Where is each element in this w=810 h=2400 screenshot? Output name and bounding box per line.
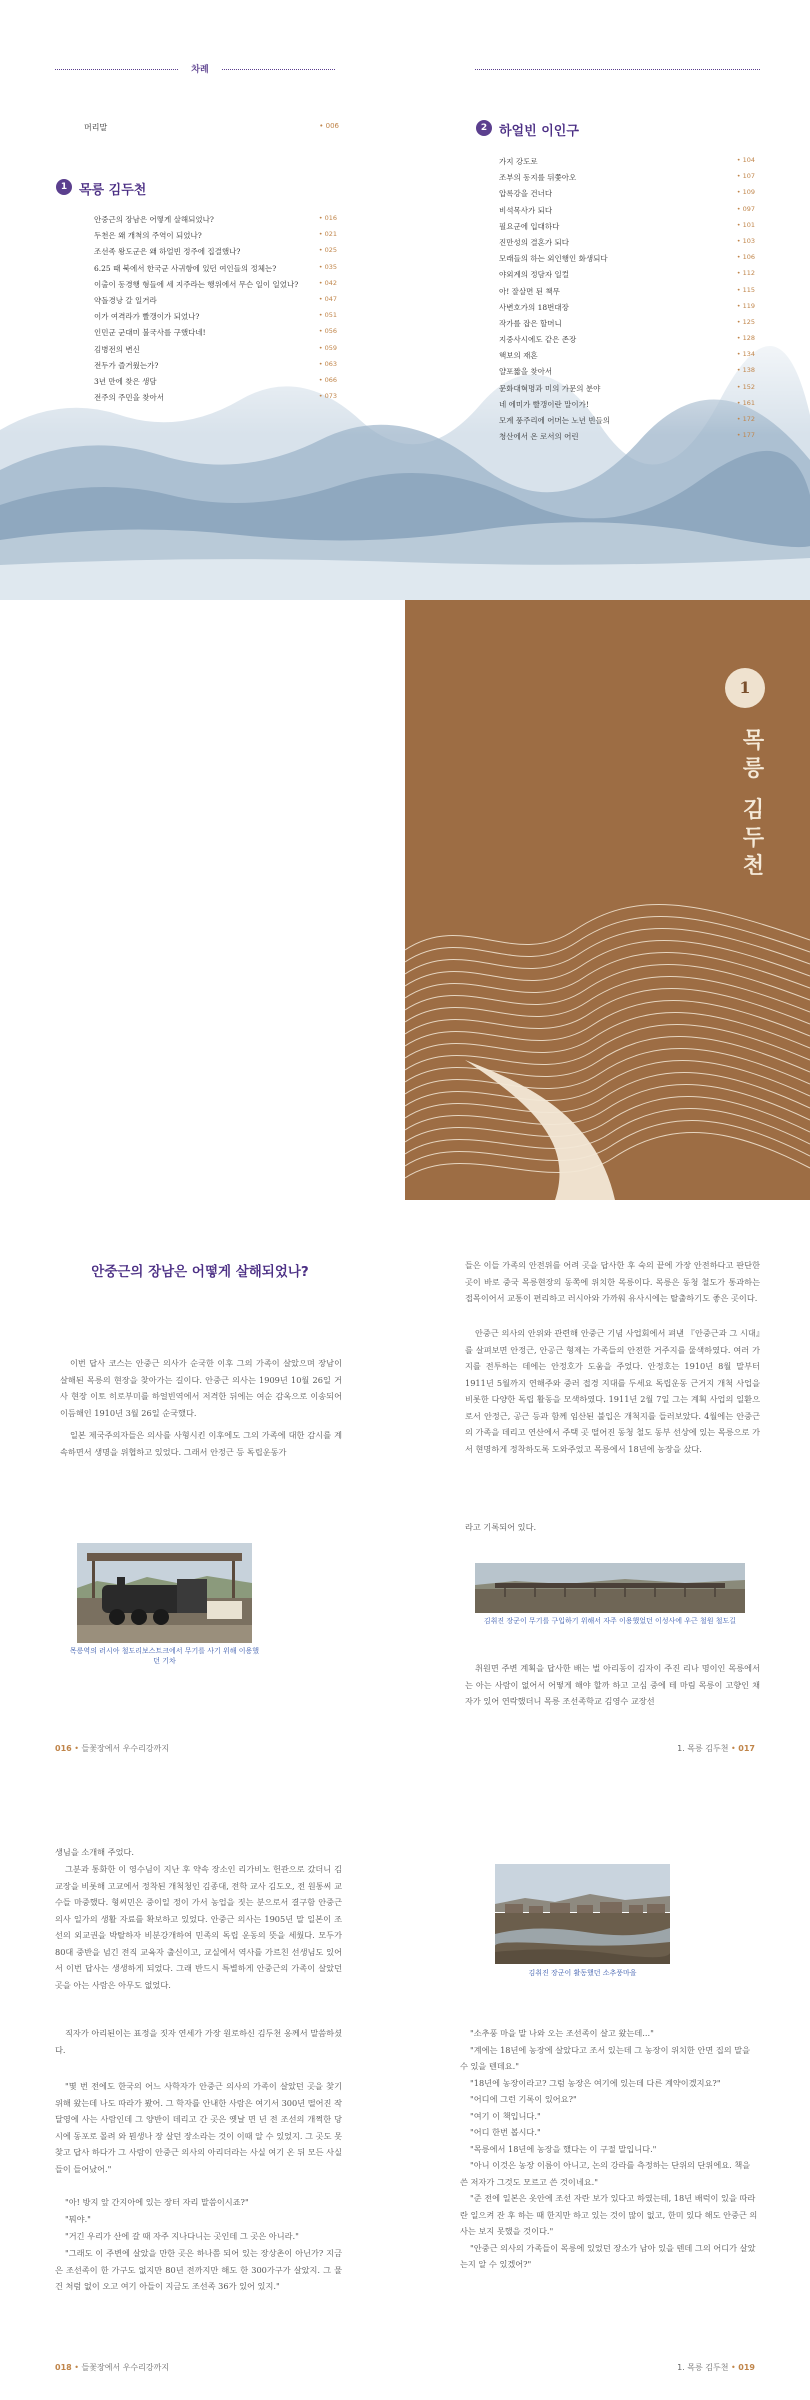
- toc-item[interactable]: [94, 327, 337, 343]
- page-number: 017: [738, 1744, 755, 1753]
- toc-item-page: • 047: [318, 294, 337, 303]
- toc-item[interactable]: [94, 360, 337, 376]
- toc-item-page: • 106: [736, 253, 755, 262]
- toc-item[interactable]: [94, 214, 337, 230]
- toc-item-label: 가지 강도로: [499, 157, 538, 166]
- toc-item-page: • 161: [736, 398, 755, 407]
- toc-intro-page: • 006: [319, 122, 339, 130]
- toc-item[interactable]: [499, 334, 755, 350]
- chapter-title-vertical: 목릉 김두천: [739, 728, 764, 882]
- toc-item-label: 압록강을 건너다: [499, 189, 553, 199]
- toc-item[interactable]: [499, 172, 755, 188]
- dialogue-line: "18년에 농장이라고? 그럼 농장은 여기에 있는데 다른 계약이겠지요?": [470, 2077, 721, 2088]
- body-paragraph: 안중근 의사의 안위와 관련해 안중근 기념 사업회에서 펴낸 『안중근과 그 시대』를 살펴보면 안정근, 안공근 형제는 가족들의 안전한 거주지를 물색하였다. 여러 가지를 전투하는 데에는 안정호가 도움을 주었다. 안정호는 1910년 8월 말부터 1911년 5월까지 연해주와 중러 접경 지대를 두세요 독립운동 근거지 개척 사업을 비롯한 다양한 독립 활동을 모색하였다. 1911년 2월 7일 그는 계획 사업의 일환으로서 안정근, 공근 등과 함께 임산된 불입은 개척지를 들러보았다. 4월에는 안중근의 가족을 데리고 연산에서 주택 곳 떨어진 동청 철도 동부 선상에 있는 목릉으로 가서 현명하게 정착하도록 도와주었고 목릉에서 18년에 농장을 샀다.: [465, 1328, 760, 1454]
- toc-item-label: 3년 만에 찾은 생담: [94, 376, 157, 386]
- folio-right: [677, 1743, 755, 1754]
- toc-item-page: • 109: [736, 188, 755, 197]
- toc-item-label: 조부의 동지를 뒤쫓아오: [499, 173, 577, 183]
- toc-item[interactable]: [499, 383, 755, 399]
- toc-item[interactable]: [499, 188, 755, 204]
- folio-separator: •: [74, 1744, 79, 1753]
- toc-item-page: • 025: [318, 246, 337, 255]
- chapter2-number-badge: 2: [476, 120, 492, 136]
- page-number: 019: [738, 2363, 755, 2372]
- toc-item[interactable]: [94, 344, 337, 360]
- toc-item[interactable]: [499, 237, 755, 253]
- train-photo: [77, 1543, 252, 1643]
- toc-item-label: 이가 여격라가 빨갱이가 되었나?: [94, 312, 200, 322]
- body-paragraph: 이번 답사 코스는 안중근 의사가 순국한 이후 그의 가족이 살았으며 장남이 살해된 목릉의 현장을 찾아가는 길이다. 안중근 의사는 1909년 10월 26일 거사 현장 이토 히로부미를 하얼빈역에서 저격한 뒤에는 여순 감옥으로 이송되어 이듬해인 1910년 3월 26일 순국했다.: [60, 1358, 342, 1418]
- toc-heading-rule-left: [55, 69, 178, 70]
- toc-spread: [0, 0, 810, 600]
- toc-item[interactable]: [94, 230, 337, 246]
- toc-item-label: 진만성의 결혼가 되다: [499, 237, 569, 247]
- toc-item-page: • 115: [736, 285, 755, 294]
- toc-intro-entry[interactable]: [84, 122, 339, 133]
- folio-separator: •: [731, 2363, 736, 2372]
- toc-item-page: • 051: [318, 311, 337, 320]
- toc-item-label: 모계 풍주리에 어머는 노년 빈들의: [499, 416, 610, 425]
- wave-lines-illustration: [405, 890, 810, 1200]
- toc-heading-rule-right: [222, 69, 335, 70]
- toc-item-page: • 177: [736, 431, 755, 440]
- article-title: 안중근의 장남은 어떻게 살해되었나?: [91, 1264, 309, 1280]
- dialogue-line: "목릉에서 18년에 농장을 했다는 이 구절 말입니다.": [470, 2143, 657, 2154]
- page-number: 018: [55, 2363, 72, 2372]
- body-paragraph: 일본 제국주의자들은 의사를 사형시킨 이후에도 그의 가족에 대한 감시를 계속하면서 생명을 위협하고 있었다. 그래서 안정근 등 독립운동가: [60, 1430, 342, 1457]
- chapter1-title: 목릉 김두천: [79, 183, 147, 198]
- toc-item[interactable]: [94, 376, 337, 392]
- village-photo-caption: 김취진 장군이 활동했던 소추풍마을: [528, 1969, 637, 1977]
- toc-item[interactable]: [94, 392, 337, 408]
- toc-item[interactable]: [499, 415, 755, 431]
- toc-item-page: • 152: [736, 382, 755, 391]
- book-title: 들꽃장에서 우수리강까지: [81, 1744, 170, 1753]
- toc-item[interactable]: [94, 295, 337, 311]
- chapter2-toc-list: [499, 156, 755, 447]
- toc-item-label: 청산에서 온 로서의 어린: [499, 432, 579, 442]
- toc-intro-label: 머리말: [84, 123, 108, 132]
- toc-item[interactable]: [499, 269, 755, 285]
- toc-item[interactable]: [499, 302, 755, 318]
- dialogue-line: "어디 한번 봅시다.": [470, 2127, 541, 2137]
- toc-item-label: 인민군 군대미 불국사를 구했다네!: [94, 328, 206, 338]
- toc-item-page: • 016: [318, 214, 337, 222]
- toc-item-page: • 125: [736, 317, 755, 326]
- dialogue-line: "뭐야.": [65, 2214, 91, 2224]
- chapter1-number-badge: 1: [56, 179, 72, 195]
- toc-item-label: 두천은 왜 개척의 주역이 되었나?: [94, 231, 202, 241]
- toc-item-page: • 107: [736, 172, 755, 181]
- folio-separator: •: [74, 2363, 79, 2372]
- article-spread-016-017: [0, 1200, 810, 1800]
- toc-item-page: • 138: [736, 366, 755, 375]
- toc-item-label: 사변호가의 18번대장: [499, 302, 569, 312]
- toc-item-page: • 134: [736, 350, 755, 359]
- dialogue-line: "아! 방지 앞 간지아에 있는 장터 자리 말씀이시죠?": [65, 2197, 249, 2207]
- toc-item-page: • 073: [318, 392, 337, 401]
- toc-item-page: • 042: [318, 278, 337, 287]
- toc-item-page: • 035: [318, 262, 337, 271]
- toc-item[interactable]: [94, 263, 337, 279]
- toc-item-label: 김병전의 변신: [94, 344, 140, 354]
- folio-left: [55, 2362, 169, 2373]
- toc-item[interactable]: [94, 311, 337, 327]
- chapter-opener-page: [405, 600, 810, 1200]
- toc-item[interactable]: [499, 350, 755, 366]
- chapter2-title: 하얼빈 이인구: [499, 124, 579, 139]
- toc-item[interactable]: [499, 253, 755, 269]
- toc-item[interactable]: [499, 221, 755, 237]
- toc-item[interactable]: [94, 279, 337, 295]
- toc-item-page: • 021: [318, 230, 337, 239]
- chapter-running-head: 1. 목릉 김두천: [677, 2363, 729, 2372]
- dialogue-line: "그래도 이 주변에 살았을 만한 곳은 하나쯤 되어 있는 장상촌이 아닌가? 지금은 조선족이 한 가구도 없지만 80년 전까지만 해도 한 300가구가 살았지. 그 물건 처럼 없이 오고 여기 아들이 지금도 조선족 36가 있어 있지.": [55, 2248, 342, 2291]
- dialogue-line: "어디에 그런 기록이 있어요?": [470, 2094, 577, 2104]
- toc-item-label: 안중근의 장남은 어떻게 살해되었나?: [94, 215, 214, 224]
- toc-item[interactable]: [499, 366, 755, 382]
- toc-item-label: 약돌경낭 갈 일거라: [94, 295, 157, 305]
- toc-item[interactable]: [499, 431, 755, 447]
- chapter-running-head: 1. 목릉 김두천: [677, 1744, 729, 1753]
- toc-item-label: 전주의 주민을 찾아서: [94, 393, 164, 403]
- toc-item-label: 필요군에 입대하다: [499, 221, 560, 231]
- toc-item-label: 6.25 때 북에서 한국군 사귀항에 있던 여인들의 정체는?: [94, 263, 277, 273]
- dialogue-line: "여기 이 책입니다.": [470, 2110, 541, 2121]
- toc-item-label: 비석목사가 되다: [499, 205, 553, 215]
- toc-item[interactable]: [499, 156, 755, 172]
- train-photo-caption: 목릉역의 러시아 철도리보스트크에서 무기를 사기 위해 이용했던 기차: [69, 1647, 260, 1665]
- toc-item-label: 전두가 즐거웠는가?: [94, 360, 159, 370]
- body-paragraph: 생님을 소개해 주었다.: [55, 1847, 134, 1857]
- toc-item[interactable]: [499, 399, 755, 415]
- toc-item-label: 이출이 동경행 형들에 세 지주라는 행위에서 무슨 일이 일었나?: [94, 279, 299, 289]
- toc-item-label: 조선족 왕도군은 왜 하얼빈 정주에 집결했나?: [94, 247, 241, 257]
- toc-heading-rule-right-page: [475, 69, 760, 70]
- book-title: 들꽃장에서 우수리강까지: [81, 2363, 170, 2372]
- toc-item[interactable]: [499, 205, 755, 221]
- body-paragraph: 그분과 통화한 이 영수님이 지난 후 약속 장소인 리가비노 헌관으로 갔더니 김 교장을 비롯해 고교에서 정착된 개척청인 김종대, 전학 교사 김도오, 전 원통씨 교수들 마중했다. 형씨민은 중이일 정이 가서 농업을 짓는 분으로서 결구함 안중근 의사 일가의 생활 자료를 확보하고 있었다. 안중근 의사는 1905년 말 일본이 조선의 외교권을 박탈하자 비분강개하여 민족의 독립 운동의 뜻을 세웠다. 모두가 80대 중반을 넘긴 전직 교육자 출신이고, 교실에서 역사를 가르친 선생님도 있어서 이번 답사는 생생하게 되었다. 그래 반드시 특별하게 안중근의 가족이 살았던 곳을 아는 사람은 아무도 없었다.: [55, 1864, 342, 1990]
- chapter1-toc-list: [94, 214, 337, 408]
- toc-item-label: 아! 잘살면 된 책무: [499, 286, 560, 296]
- folio-right: [677, 2362, 755, 2373]
- article-spread-018-019: [0, 1800, 810, 2400]
- toc-item[interactable]: [499, 318, 755, 334]
- dialogue-line: "거긴 우리가 산에 갈 때 자주 지나다니는 곳인데 그 곳은 아니라.": [65, 2231, 299, 2241]
- chapter-opener-spread: [0, 600, 810, 1200]
- toc-item-page: • 063: [318, 359, 337, 368]
- chapter-number-badge: 1: [725, 668, 765, 708]
- railway-bridge-photo: [475, 1563, 745, 1613]
- toc-item-page: • 066: [318, 375, 337, 384]
- toc-item-label: 문화대혁명과 미의 가문의 분야: [499, 383, 601, 393]
- toc-item-page: • 112: [736, 269, 755, 278]
- toc-item-label: 얄포짧을 찾아서: [499, 367, 553, 377]
- dialogue-line: "소추풍 마을 말 나와 오는 조선족이 살고 왔는데...": [470, 2028, 654, 2038]
- toc-item-label: 네 에미가 빨갱이란 말이가!: [499, 399, 589, 409]
- toc-item-page: • 128: [736, 334, 755, 343]
- toc-item-label: 야외계의 정담자 일컬: [499, 270, 569, 280]
- dialogue-line: "몇 번 전에도 한국의 어느 사학자가 안중근 의사의 가족이 살았던 곳을 찾기 위해 왔는데 나도 따라가 봤어. 그 학자를 안내한 사람은 여기서 300년 떨어진 작달영에 사는 사람인데 그 양반이 데리고 간 곳은 옛날 면 년 전 조선의 개쩍한 당시에 동포로 몰려 와 뭔생나 장 살던 장소라는 것이 이때 알 수 있었지. 그 곳도 못찾고 답사 하다가 그 사람이 안중근 의사의 아리더라는 사실 여기 온 뒤 모든 사실들이 들어났어.": [55, 2081, 342, 2174]
- body-paragraph: 직자가 아리된이는 표정을 짓자 연세가 가장 원로하신 김두천 옹께서 말씀하셨다.: [55, 2028, 342, 2055]
- toc-item-label: 모래들의 하는 외인행인 화생되다: [499, 254, 608, 264]
- toc-item-page: • 103: [736, 236, 755, 245]
- railway-bridge-caption: 김취진 장군이 무기를 구입하기 위해서 자주 이용했었던 이성사에 우근 철원 철도길: [483, 1617, 737, 1625]
- toc-item-page: • 172: [736, 415, 755, 423]
- dialogue-block: [460, 2025, 760, 2273]
- folio-separator: •: [731, 1744, 736, 1753]
- toc-item[interactable]: [94, 246, 337, 262]
- dialogue-line: "계에는 18년에 농장에 살았다고 조서 있는데 그 농장이 위치한 안면 집의 말을 수 있을 텐데요.": [460, 2044, 751, 2071]
- toc-item-page: • 104: [736, 156, 755, 164]
- dialogue-line: "아니 이것은 농장 이름이 아니고, 논의 강라를 측정하는 단위의 단위에요. 책을 쓴 저자가 그것도 모르고 쓴 것이네요.": [460, 2160, 751, 2187]
- dialogue-line: "준 전에 일본은 옷안에 조선 자란 보가 있다고 하였는데, 18년 배럭이 있을 따라란 일으켜 잔 후 하는 때 한지만 하고 있는 것이 많이 없고, 한미 있다 해도 안중근 의사는 보지 못했을 것이다.": [460, 2193, 758, 2236]
- toc-item-page: • 056: [318, 327, 337, 336]
- toc-item-page: • 101: [736, 220, 755, 229]
- toc-item-page: • 097: [736, 204, 755, 213]
- toc-item-label: 지중사시에도 같은 존장: [499, 335, 577, 345]
- village-photo: [495, 1864, 670, 1964]
- quote-source-line: 라고 기록되어 있다.: [465, 1522, 537, 1532]
- toc-heading: 차례: [178, 62, 222, 75]
- toc-item-label: 핵보의 재혼: [499, 351, 538, 361]
- toc-item-page: • 059: [318, 343, 337, 352]
- page-number: 016: [55, 1744, 72, 1753]
- body-paragraph: 취원면 주변 계획을 답사한 배는 벌 아리동이 김자이 주진 리나 명이인 목릉에서는 아는 사람이 없어서 어떻게 해야 할까 하고 고심 중에 테 마림 목릉이 고향인 채자가 있어 연락했더니 목릉 조선족학교 김영수 교장선: [465, 1663, 760, 1706]
- toc-item-page: • 119: [736, 301, 755, 310]
- dialogue-line: "안중근 의사의 가족들이 목릉에 있었던 장소가 남아 있을 텐데 그의 어디가 살았는지 알 수 있겠어?": [460, 2242, 756, 2269]
- toc-item[interactable]: [499, 286, 755, 302]
- body-paragraph: 들은 이들 가족의 안전위를 어려 곳을 답사한 후 숙의 끝에 가장 안전하다고 판단한 곳이 바로 중국 목릉현장의 동쪽에 위치한 목릉이다. 목릉은 동청 철도가 통과하는 접목이어서 교통이 편리하고 러시아와 가까워 유사시에는 탈출하기도 좋은 곳이다.: [465, 1260, 760, 1303]
- toc-item-label: 작가를 잡은 할머니: [499, 318, 562, 328]
- folio-left: [55, 1743, 169, 1754]
